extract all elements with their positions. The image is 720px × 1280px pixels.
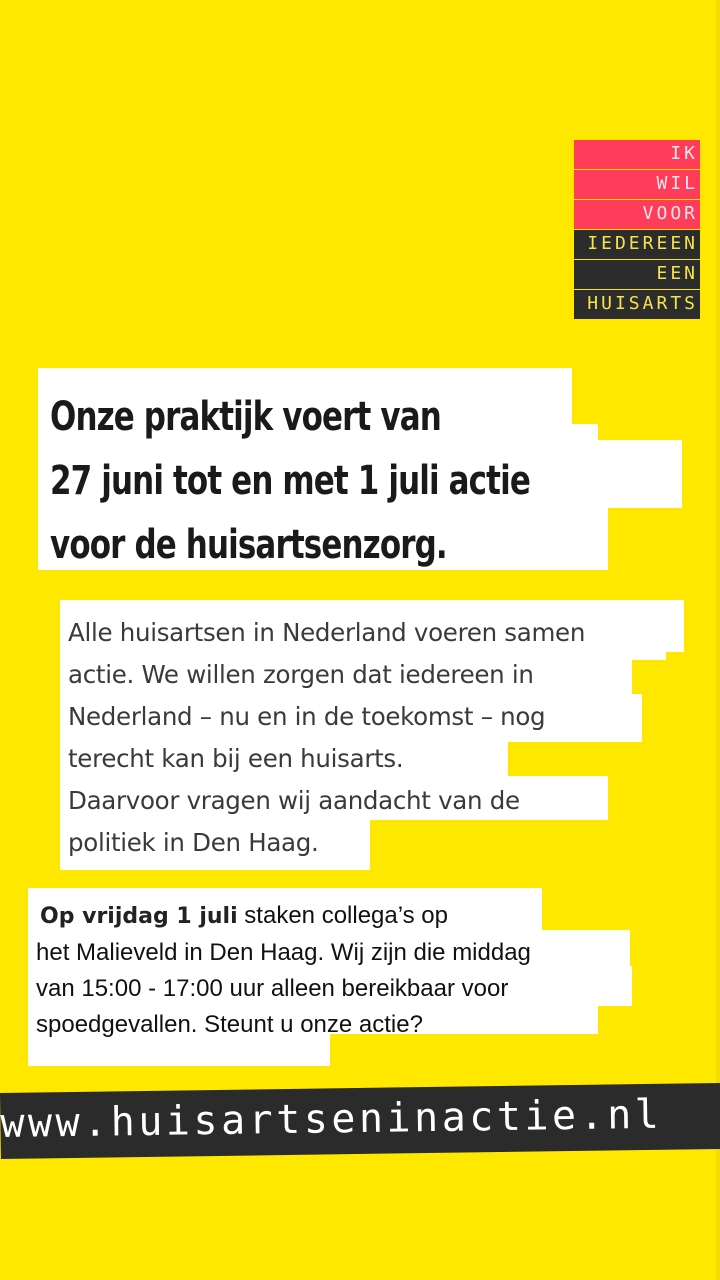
logo-line: IK bbox=[574, 140, 700, 169]
action-line: van 15:00 - 17:00 uur alleen bereikbaar voor bbox=[36, 975, 509, 1002]
action-date: Op vrijdag 1 juli bbox=[40, 904, 238, 929]
action-first-line bbox=[36, 898, 656, 935]
body-line: Alle huisartsen in Nederland voeren samen bbox=[68, 618, 586, 647]
body-paragraph bbox=[68, 612, 688, 864]
website-url[interactable]: www.huisartseninactie.nl bbox=[0, 1091, 663, 1147]
headline bbox=[50, 385, 600, 577]
logo-line: EEN bbox=[574, 260, 700, 289]
body-line: Daarvoor vragen wij aandacht van de bbox=[68, 786, 520, 815]
action-paragraph bbox=[36, 898, 656, 1043]
campaign-logo bbox=[574, 140, 700, 320]
headline-line: voor de huisartsenzorg. bbox=[50, 522, 447, 568]
body-line: actie. We willen zorgen dat iedereen in bbox=[68, 660, 534, 689]
logo-line: VOOR bbox=[574, 200, 700, 229]
logo-line: HUISARTS bbox=[574, 290, 700, 319]
action-first-rest: staken collega’s op bbox=[237, 902, 449, 929]
action-line: spoedgevallen. Steunt u onze actie? bbox=[36, 1011, 423, 1038]
body-line: terecht kan bij een huisarts. bbox=[68, 744, 404, 773]
body-line: Nederland – nu en in de toekomst – nog bbox=[68, 702, 546, 731]
headline-line: 27 juni tot en met 1 juli actie bbox=[50, 458, 530, 504]
logo-line: IEDEREEN bbox=[574, 230, 700, 259]
headline-line: Onze praktijk voert van bbox=[50, 394, 441, 440]
body-line: politiek in Den Haag. bbox=[68, 828, 319, 857]
logo-line: WIL bbox=[574, 170, 700, 199]
action-line: het Malieveld in Den Haag. Wij zijn die middag bbox=[36, 939, 531, 966]
